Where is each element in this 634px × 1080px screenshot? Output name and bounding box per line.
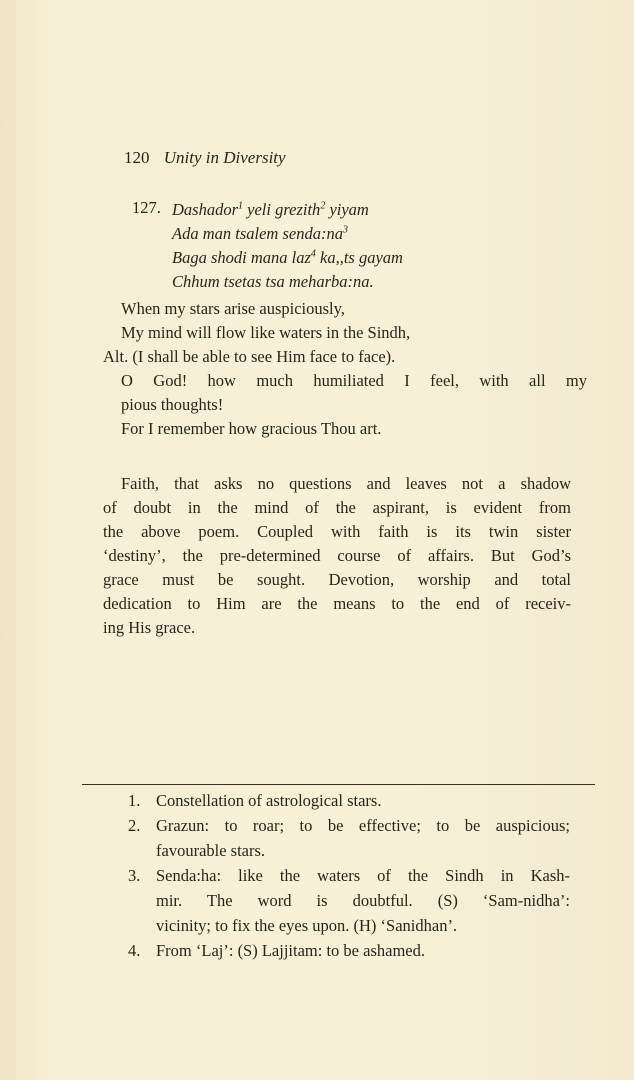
translation-line: For I remember how gracious Thou art.: [121, 419, 382, 438]
running-title: Unity in Diversity: [163, 148, 286, 167]
commentary-paragraph: [103, 472, 571, 640]
running-header: [124, 148, 286, 168]
paragraph-line: grace must be sought. Devotion, worship and total: [103, 570, 571, 589]
paragraph-line: dedication to Him are the means to the end of receiv-: [103, 594, 571, 613]
translation-line: pious thoughts!: [121, 395, 224, 414]
paragraph-line: Faith, that asks no questions and leaves not a shadow: [121, 474, 571, 493]
translation-line: When my stars arise auspiciously,: [121, 299, 345, 318]
translation-line: Alt. (I shall be able to see Him face to face).: [103, 347, 396, 366]
poem-number: 127.: [132, 198, 161, 217]
translation-line: My mind will flow like waters in the Sindh,: [121, 323, 411, 342]
footnote-3: 3. Senda:ha: like the waters of the Sindh in Kash- mir. The word is doubtful. (S) ‘Sam-nidha’: vicinity; to fix the eyes upon. (H) ‘Sanidhan’.: [128, 866, 570, 935]
footnote-2: 2. Grazun: to roar; to be effective; to be auspicious; favourable stars.: [128, 816, 570, 860]
translation-line: O God! how much humiliated I feel, with all my: [121, 371, 587, 390]
footnote-divider: [82, 784, 595, 785]
footnote-4: 4. From ‘Laj’: (S) Lajjitam: to be ashamed.: [128, 941, 425, 960]
verse-line: Ada man tsalem $senda:na^3$: [172, 224, 348, 243]
verse-line: Dashador$^1$ yeli grezith$^2$ yiyam: [172, 200, 369, 219]
poem-verse: [172, 198, 403, 294]
footnote-1: 1. Constellation of astrological stars.: [128, 791, 382, 810]
verse-line: Chhum tsetas tsa meharba:na.: [172, 272, 374, 291]
verse-line: Baga shodi mana laz$^4$ ka,,ts gayam: [172, 248, 403, 267]
paragraph-line: the above poem. Coupled with faith is its twin sister: [103, 522, 571, 541]
paragraph-line: of doubt in the mind of the aspirant, is evident from: [103, 498, 571, 517]
paragraph-line: ‘destiny’, the pre-determined course of affairs. But God’s: [103, 546, 571, 565]
footnotes: [128, 788, 570, 963]
page-number: 120: [124, 148, 150, 167]
translation: [103, 297, 587, 441]
paragraph-line: ing His grace.: [103, 618, 196, 637]
